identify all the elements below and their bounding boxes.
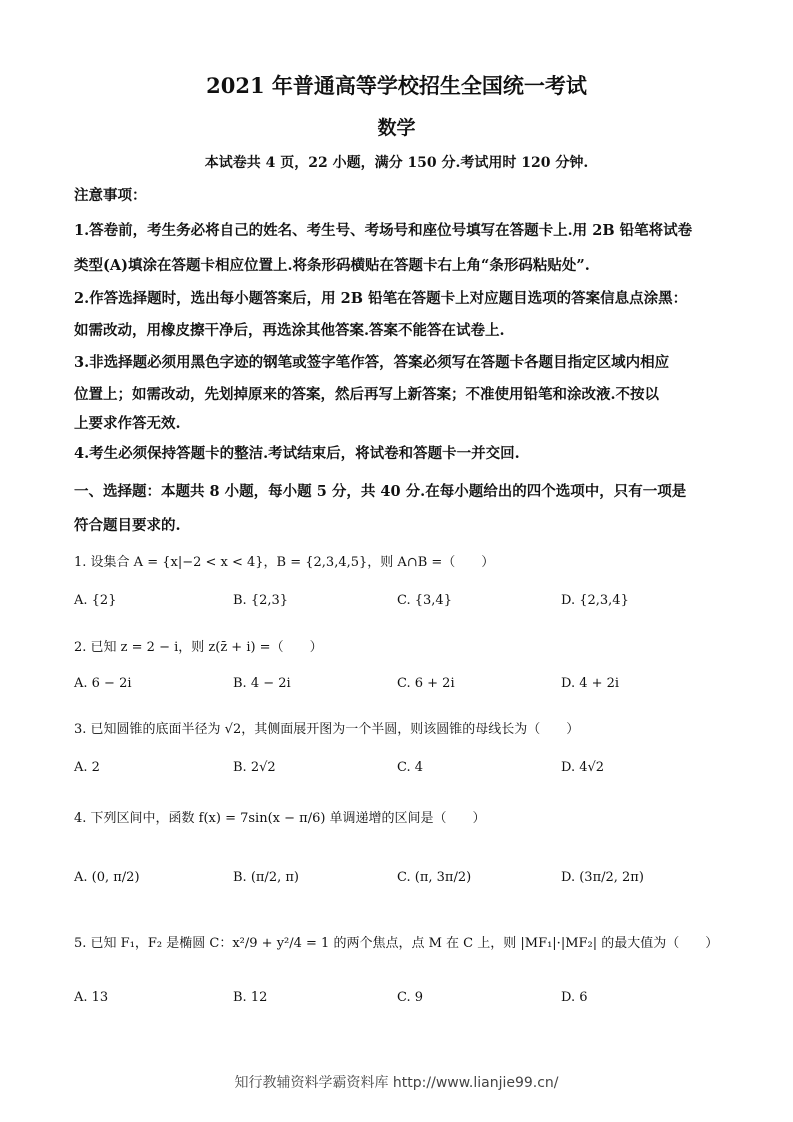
note-2-line-2: 如需改动，用橡皮擦干净后，再选涂其他答案.答案不能答在试卷上. [74, 322, 505, 339]
question-2-option-b: B. 4 − 2i [233, 676, 291, 691]
exam-info: 本试卷共 4 页，22 小题，满分 150 分.考试用时 120 分钟. [204, 155, 589, 171]
question-3-option-a: A. 2 [74, 760, 100, 775]
question-4-option-a: A. (0, π/2) [74, 870, 140, 885]
exam-title: 2021 年普通高等学校招生全国统一考试 [206, 73, 587, 98]
question-1-option-b: B. {2,3} [233, 593, 289, 608]
notes-heading: 注意事项： [74, 187, 147, 204]
question-1-option-a: A. {2} [74, 593, 117, 608]
question-1-option-c: C. {3,4} [397, 593, 452, 608]
footer-watermark: 知行教辅资料学霸资料库 http://www.lianjie99.cn/ [234, 1075, 559, 1091]
section-heading-line-1: 一、选择题：本题共 8 小题，每小题 5 分，共 40 分.在每小题给出的四个选项中，只有一项是 [74, 483, 687, 500]
note-1-line-1: 1.答卷前，考生务必将自己的姓名、考生号、考场号和座位号填写在答题卡上.用 2B 铅笔将试卷 [74, 222, 693, 239]
question-4-stem: 4. 下列区间中，函数 f(x) = 7sin(x − π/6) 单调递增的区间是（ ） [74, 811, 486, 826]
question-3-option-d: D. 4√2 [561, 760, 605, 775]
note-3-line-3: 上要求作答无效. [74, 415, 181, 432]
question-4-option-d: D. (3π/2, 2π) [561, 870, 644, 885]
subject-heading: 数学 [377, 117, 416, 139]
note-3-line-1: 3.非选择题必须用黑色字迹的钢笔或签字笔作答，答案必须写在答题卡各题目指定区域内相应 [74, 354, 670, 371]
question-5-option-a: A. 13 [74, 990, 109, 1005]
question-5-option-d: D. 6 [561, 990, 588, 1005]
note-3-line-2: 位置上；如需改动，先划掉原来的答案，然后再写上新答案；不准使用铅笔和涂改液.不按以 [74, 386, 660, 403]
note-2-line-1: 2.作答选择题时，选出每小题答案后，用 2B 铅笔在答题卡上对应题目选项的答案信息点涂黑： [74, 290, 688, 307]
question-5-option-b: B. 12 [233, 990, 268, 1005]
question-1-stem: 1. 设集合 A = {x|−2 < x < 4}，B = {2,3,4,5}，则 A∩B =（ ） [74, 555, 495, 570]
question-2-option-c: C. 6 + 2i [397, 676, 455, 691]
question-3-stem: 3. 已知圆锥的底面半径为 √2，其侧面展开图为一个半圆，则该圆锥的母线长为（ ） [74, 722, 580, 737]
note-4: 4.考生必须保持答题卡的整洁.考试结束后，将试卷和答题卡一并交回. [74, 445, 520, 462]
question-2-option-a: A. 6 − 2i [74, 676, 132, 691]
question-1-option-d: D. {2,3,4} [561, 593, 629, 608]
question-3-option-b: B. 2√2 [233, 760, 276, 775]
question-3-option-c: C. 4 [397, 760, 424, 775]
question-5-option-c: C. 9 [397, 990, 424, 1005]
question-5-stem: 5. 已知 F₁，F₂ 是椭圆 C：x²/9 + y²/4 = 1 的两个焦点，点 M 在 C 上，则 |MF₁|·|MF₂| 的最大值为（ ） [74, 936, 719, 951]
question-4-option-b: B. (π/2, π) [233, 870, 299, 885]
section-heading-line-2: 符合题目要求的. [74, 517, 181, 534]
question-2-stem: 2. 已知 z = 2 − i，则 z(z̄ + i) =（ ） [74, 640, 323, 655]
question-2-option-d: D. 4 + 2i [561, 676, 620, 691]
question-4-option-c: C. (π, 3π/2) [397, 870, 472, 885]
note-1-line-2: 类型(A)填涂在答题卡相应位置上.将条形码横贴在答题卡右上角“条形码粘贴处”. [74, 257, 590, 274]
